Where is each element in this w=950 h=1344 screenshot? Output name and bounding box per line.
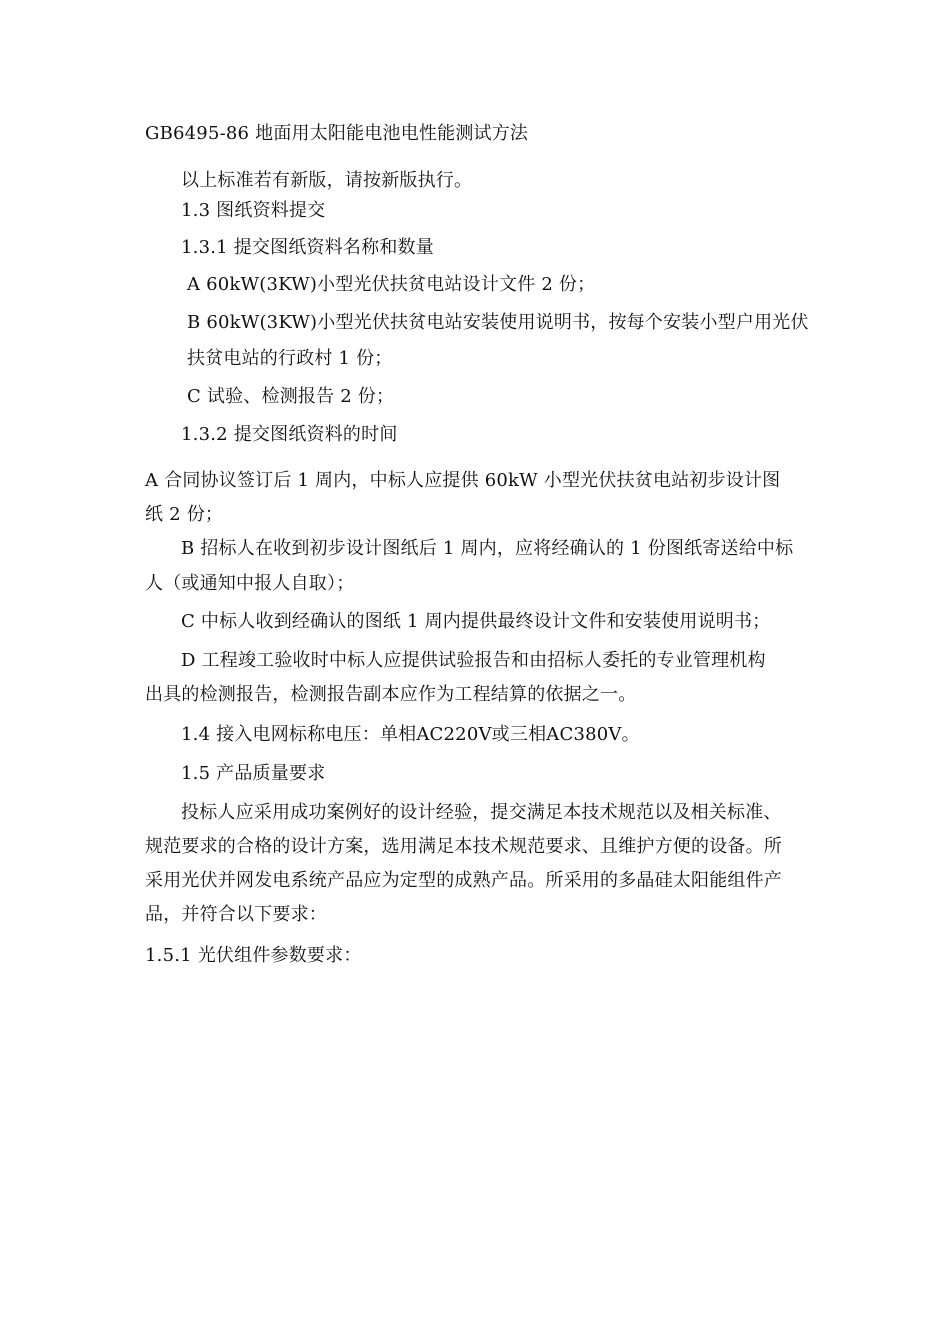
time-item-a-line-1: A 合同协议签订后 1 周内，中标人应提供 60kW 小型光伏扶贫电站初步设计图 <box>145 470 781 491</box>
doc-item-b-line-2: 扶贫电站的行政村 1 份； <box>187 348 393 369</box>
section-1-3-title: 1.3 图纸资料提交 <box>181 200 326 221</box>
doc-item-b-line-1: B 60kW(3KW)小型光伏扶贫电站安装使用说明书，按每个安装小型户用光伏 <box>187 312 809 333</box>
section-1-3-1-title: 1.3.1 提交图纸资料名称和数量 <box>181 237 434 258</box>
time-item-b-line-2: 人（或通知中报人自取）； <box>145 573 355 594</box>
time-item-c: C 中标人收到经确认的图纸 1 周内提供最终设计文件和安装使用说明书； <box>181 611 771 632</box>
standard-reference-line: GB6495-86 地面用太阳能电池电性能测试方法 <box>145 123 529 144</box>
section-1-5-1-title: 1.5.1 光伏组件参数要求： <box>145 945 362 966</box>
time-item-d-line-2: 出具的检测报告，检测报告副本应作为工程结算的依据之一。 <box>145 684 637 705</box>
time-item-b-line-1: B 招标人在收到初步设计图纸后 1 周内，应将经确认的 1 份图纸寄送给中标 <box>181 538 794 559</box>
doc-item-c: C 试验、检测报告 2 份； <box>187 386 395 407</box>
time-item-a-line-2: 纸 2 份； <box>145 504 224 525</box>
quality-paragraph-line-3: 采用光伏并网发电系统产品应为定型的成熟产品。所采用的多晶硅太阳能组件产 <box>145 870 782 891</box>
new-version-note: 以上标准若有新版，请按新版执行。 <box>181 170 473 191</box>
quality-paragraph-line-4: 品，并符合以下要求： <box>145 904 327 925</box>
section-1-4: 1.4 接入电网标称电压：单相AC220V或三相AC380V。 <box>181 724 640 745</box>
quality-paragraph-line-2: 规范要求的合格的设计方案，选用满足本技术规范要求、且维护方便的设备。所 <box>145 836 782 857</box>
section-1-3-2-title: 1.3.2 提交图纸资料的时间 <box>181 424 398 445</box>
doc-item-a: A 60kW(3KW)小型光伏扶贫电站设计文件 2 份； <box>187 274 596 295</box>
quality-paragraph-line-1: 投标人应采用成功案例好的设计经验，提交满足本技术规范以及相关标准、 <box>181 802 782 823</box>
time-item-d-line-1: D 工程竣工验收时中标人应提供试验报告和由招标人委托的专业管理机构 <box>181 650 766 671</box>
section-1-5-title: 1.5 产品质量要求 <box>181 763 326 784</box>
